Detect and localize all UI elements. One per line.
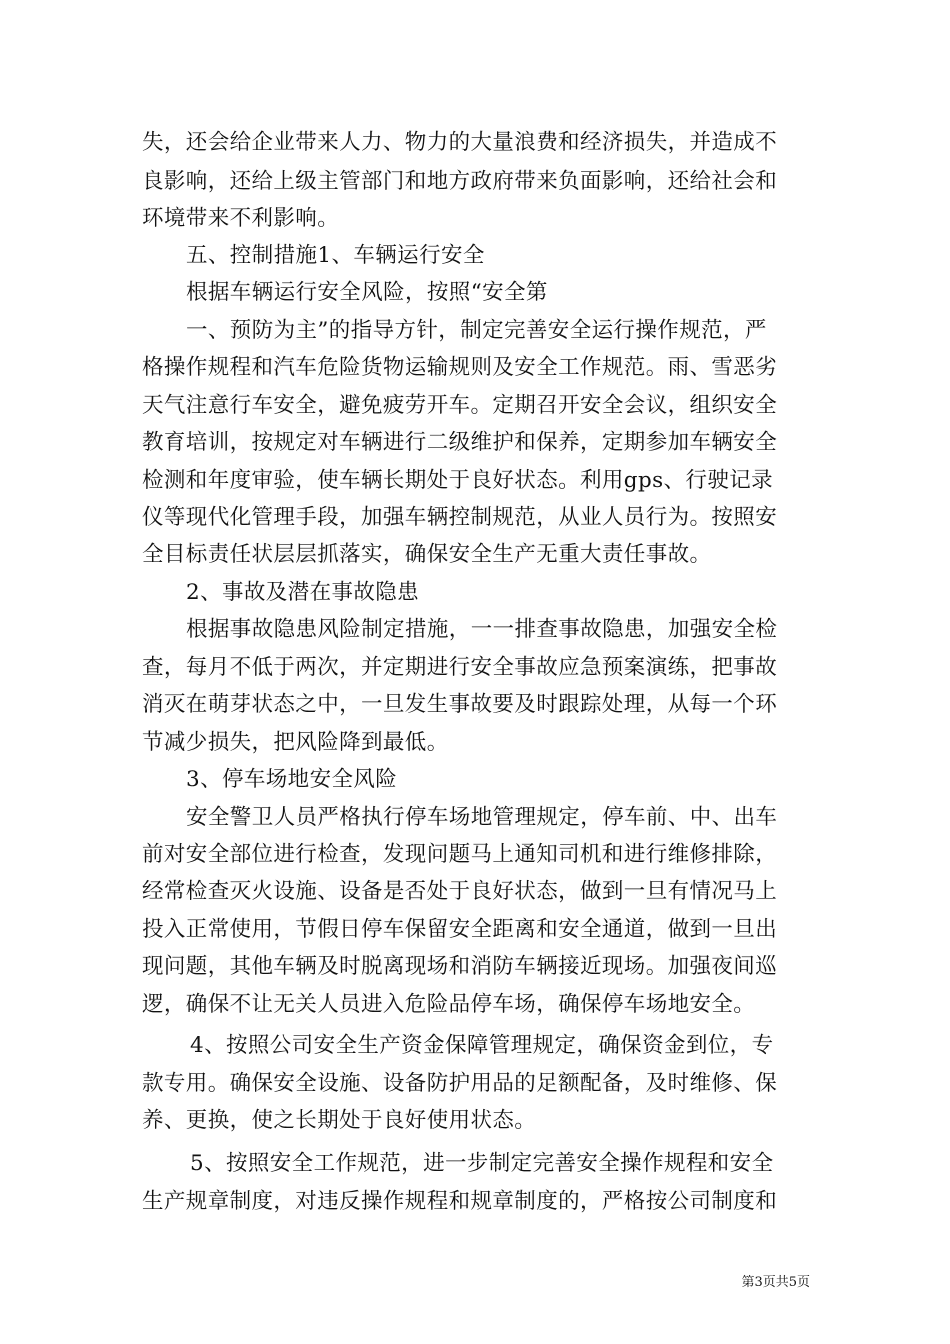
text-line: 消灭在萌芽状态之中，一旦发生事故要及时跟踪处理，从每一个环 [142,692,778,717]
text-line: 4、按照公司安全生产资金保障管理规定，确保资金到位，专 [190,1033,774,1058]
section-heading: 五、控制措施1、车辆运行安全 [186,243,485,268]
text-line: 款专用。确保安全设施、设备防护用品的足额配备，及时维修、保 [142,1071,778,1096]
text-line: 根据事故隐患风险制定措施，一一排查事故隐患，加强安全检 [186,617,778,642]
text-line: 仪等现代化管理手段，加强车辆控制规范，从业人员行为。按照安 [142,505,778,530]
text-line: 生产规章制度，对违反操作规程和规章制度的，严格按公司制度和 [142,1189,778,1214]
text-line: 良影响，还给上级主管部门和地方政府带来负面影响，还给社会和 [142,169,778,194]
text-line: 教育培训，按规定对车辆进行二级维护和保养，定期参加车辆安全 [142,430,778,455]
text-line: 逻，确保不让无关人员进入危险品停车场，确保停车场地安全。 [142,992,756,1017]
text-line: 格操作规程和汽车危险货物运输规则及安全工作规范。雨、雪恶劣 [142,355,778,380]
text-line: 养、更换，使之长期处于良好使用状态。 [142,1108,537,1133]
text-line: 失，还会给企业带来人力、物力的大量浪费和经济损失，并造成不 [142,130,778,155]
section-heading: 3、停车场地安全风险 [186,767,398,792]
text-line: 投入正常使用，节假日停车保留安全距离和安全通道，做到一旦出 [142,917,778,942]
text-line: 安全警卫人员严格执行停车场地管理规定，停车前、中、出车 [186,805,778,830]
text-line: 一、预防为主”的指导方针，制定完善安全运行操作规范，严 [186,318,767,343]
page-number: 第3页共5页 [741,1275,810,1290]
text-line: 现问题，其他车辆及时脱离现场和消防车辆接近现场。加强夜间巡 [142,954,778,979]
text-line: 根据车辆运行安全风险，按照“安全第 [186,280,548,305]
text-line: 天气注意行车安全，避免疲劳开车。定期召开安全会议，组织安全 [142,393,778,418]
text-line: 查，每月不低于两次，并定期进行安全事故应急预案演练，把事故 [142,655,778,680]
text-line: 全目标责任状层层抓落实，确保安全生产无重大责任事故。 [142,542,712,567]
text-line: 经常检查灭火设施、设备是否处于良好状态，做到一旦有情况马上 [142,879,778,904]
section-heading: 2、事故及潜在事故隐患 [186,580,420,605]
text-line: 前对安全部位进行检查，发现问题马上通知司机和进行维修排除， [142,842,778,867]
text-line: 5、按照安全工作规范，进一步制定完善安全操作规程和安全 [190,1151,774,1176]
text-line: 环境带来不利影响。 [142,206,340,231]
text-line: 节减少损失，把风险降到最低。 [142,730,449,755]
text-line: 检测和年度审验，使车辆长期处于良好状态。利用gps、行驶记录 [142,468,774,493]
